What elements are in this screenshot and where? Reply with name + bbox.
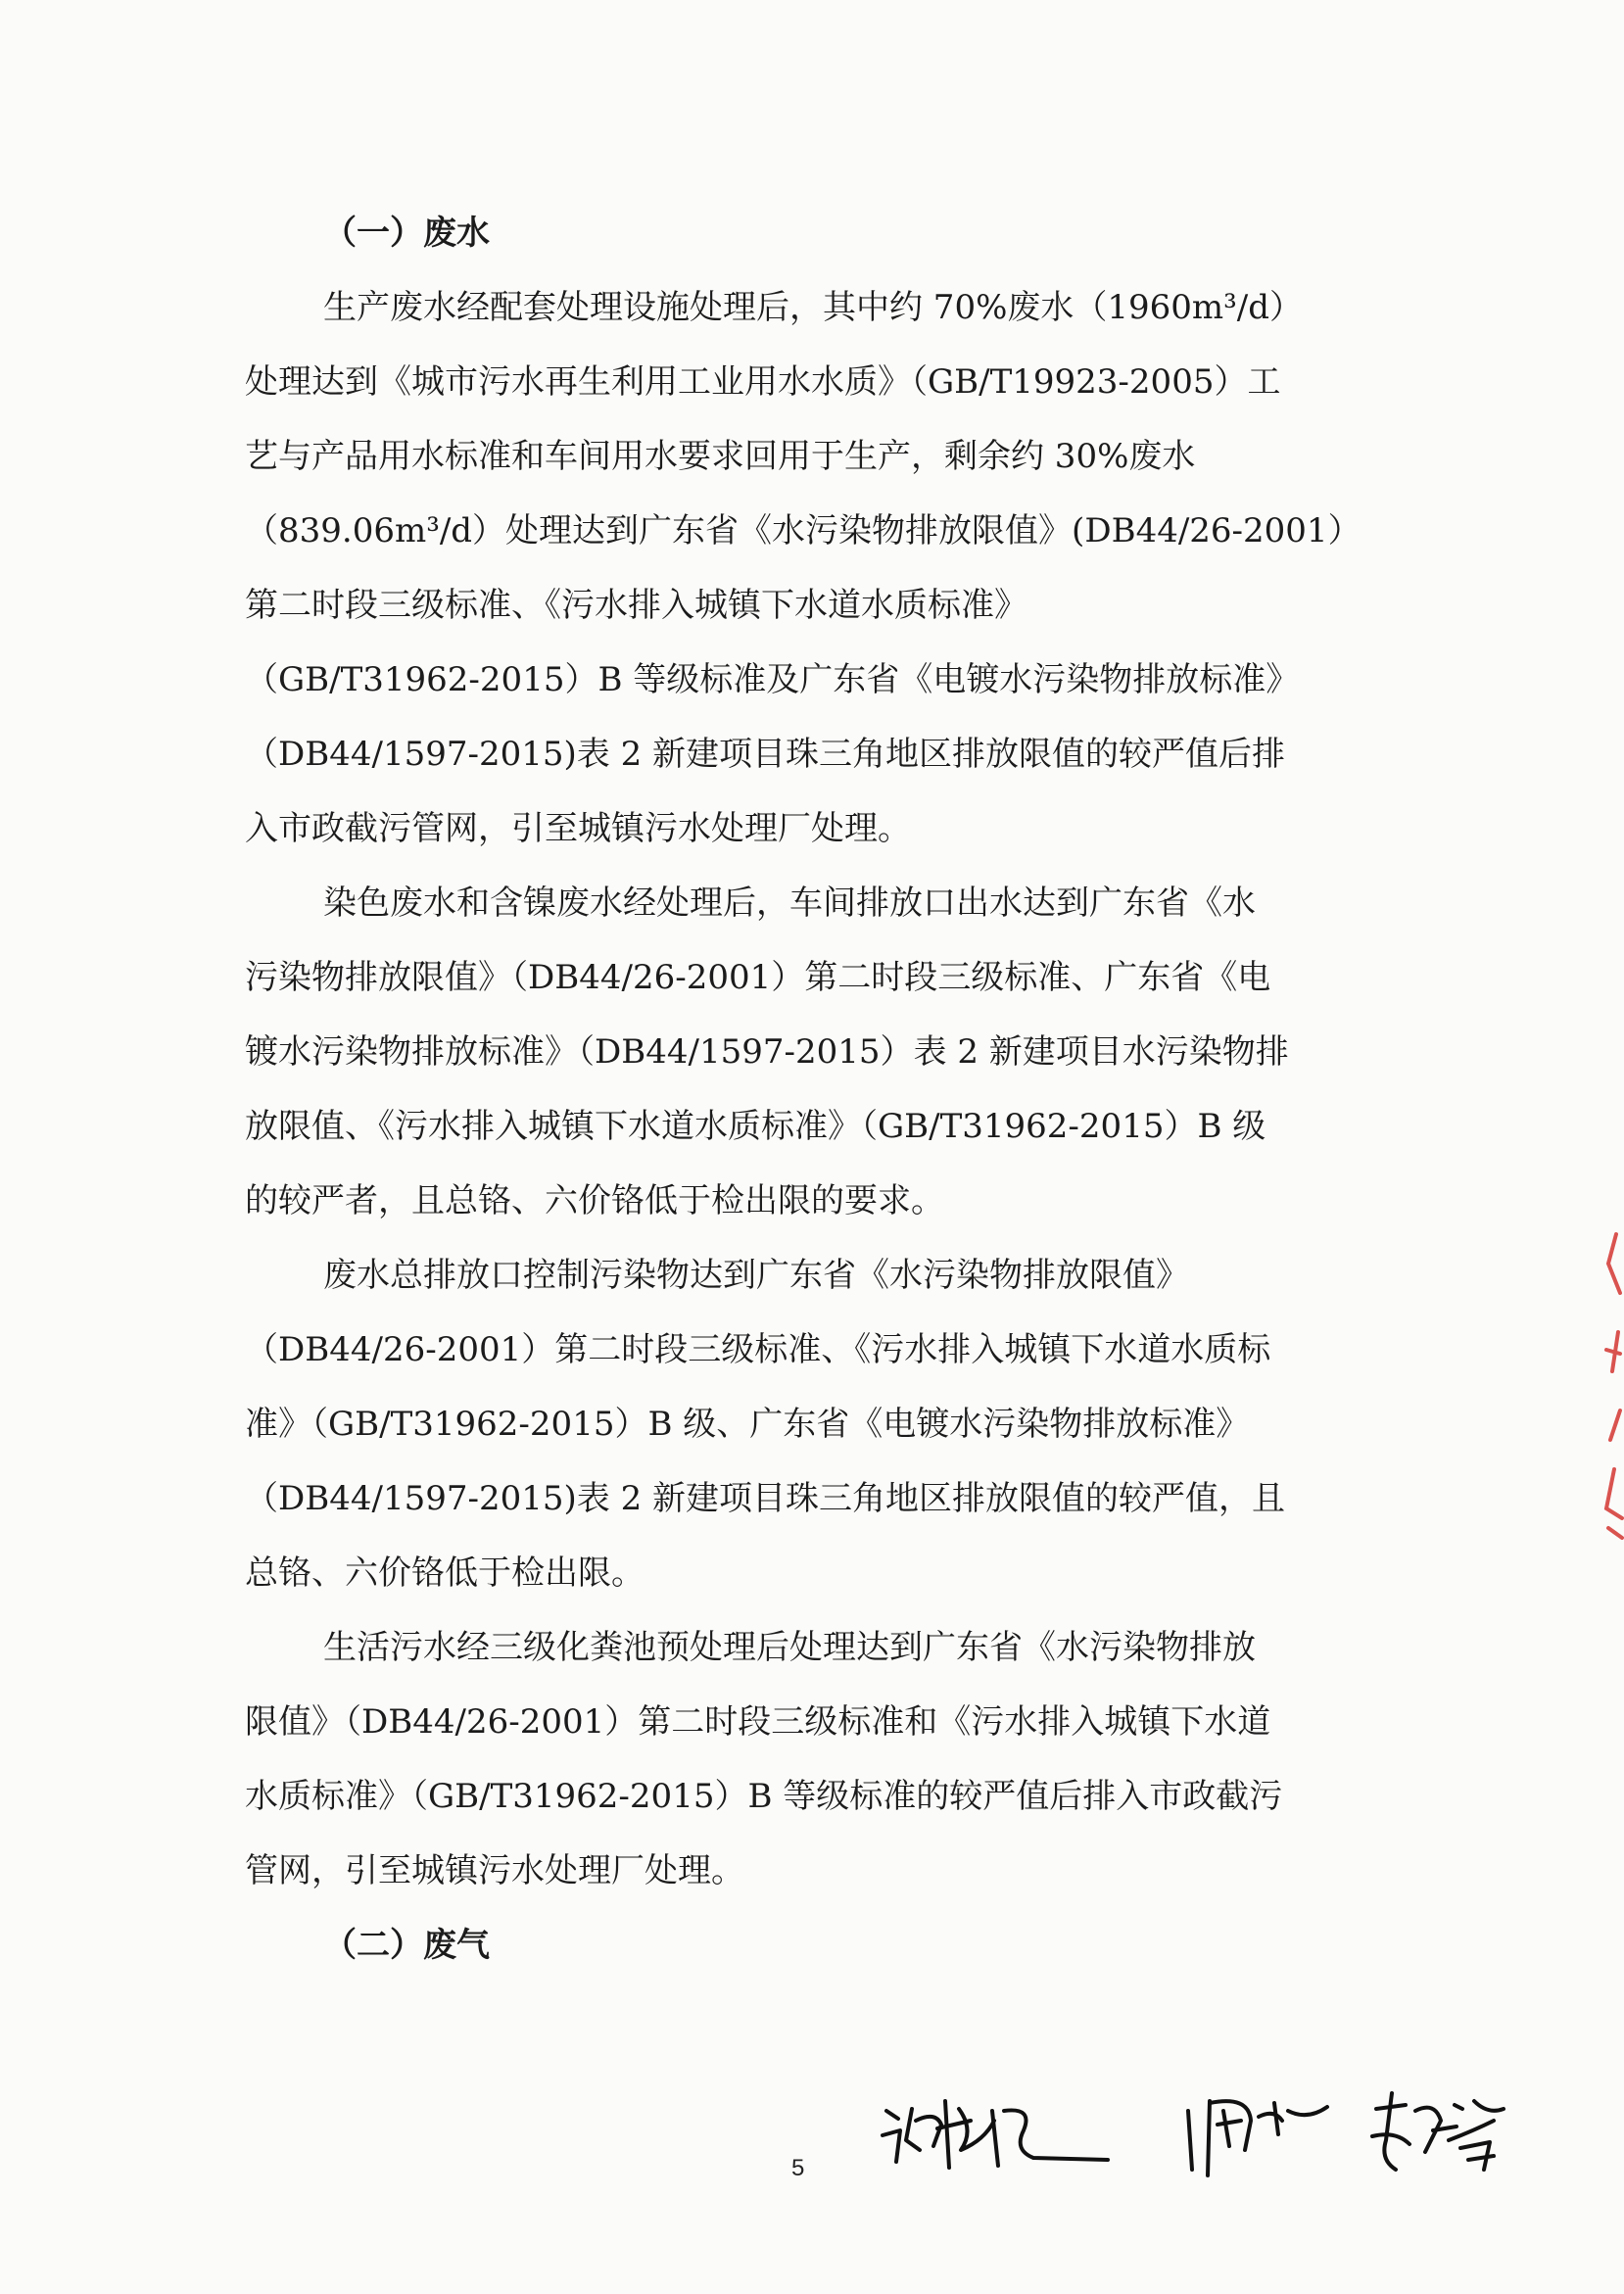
paragraph-line: 准》（GB/T31962-2015）B 级、广东省《电镀水污染物排放标准》 bbox=[245, 1405, 1250, 1444]
paragraph-line: 总铬、六价铬低于检出限。 bbox=[245, 1553, 645, 1593]
paragraph-line: 镀水污染物排放标准》（DB44/1597-2015）表 2 新建项目水污染物排 bbox=[245, 1032, 1289, 1072]
paragraph-line: （DB44/1597-2015)表 2 新建项目珠三角地区排放限值的较严值，且 bbox=[245, 1479, 1286, 1518]
paragraph-line: 污染物排放限值》（DB44/26-2001）第二时段三级标准、广东省《电 bbox=[245, 958, 1271, 997]
paragraph-line: 第二时段三级标准、《污水排入城镇下水道水质标准》 bbox=[245, 586, 1027, 625]
paragraph-line: 生产废水经配套处理设施处理后，其中约 70%废水（1960m³/d） bbox=[323, 288, 1303, 327]
paragraph-line: （839.06m³/d）处理达到广东省《水污染物排放限值》(DB44/26-2001） bbox=[245, 511, 1361, 550]
paragraph-line: 废水总排放口控制污染物达到广东省《水污染物排放限值》 bbox=[323, 1256, 1189, 1295]
signature-3 bbox=[1366, 2081, 1513, 2189]
paragraph-line: （GB/T31962-2015）B 等级标准及广东省《电镀水污染物排放标准》 bbox=[245, 660, 1300, 699]
paragraph-line: 的较严者，且总铬、六价铬低于检出限的要求。 bbox=[245, 1181, 944, 1220]
section-heading-wastewater: （一）废水 bbox=[323, 214, 490, 253]
paragraph-line: 管网，引至城镇污水处理厂处理。 bbox=[245, 1851, 744, 1890]
paragraph-line: 放限值、《污水排入城镇下水道水质标准》（GB/T31962-2015）B 级 bbox=[245, 1107, 1266, 1146]
signature-1 bbox=[877, 2081, 1122, 2189]
paragraph-line: 限值》（DB44/26-2001）第二时段三级标准和《污水排入城镇下水道 bbox=[245, 1702, 1271, 1742]
paragraph-line: （DB44/1597-2015)表 2 新建项目珠三角地区排放限值的较严值后排 bbox=[245, 735, 1286, 774]
section-heading-exhaust-gas: （二）废气 bbox=[323, 1926, 490, 1965]
red-seal-stamp-fragment bbox=[1599, 1224, 1624, 1548]
signature-2 bbox=[1180, 2081, 1337, 2189]
paragraph-line: 水质标准》（GB/T31962-2015）B 等级标准的较严值后排入市政截污 bbox=[245, 1777, 1283, 1816]
paragraph-line: 入市政截污管网，引至城镇污水处理厂处理。 bbox=[245, 809, 911, 848]
paragraph-line: 处理达到《城市污水再生利用工业用水水质》（GB/T19923-2005）工 bbox=[245, 362, 1281, 402]
paragraph-line: （DB44/26-2001）第二时段三级标准、《污水排入城镇下水道水质标 bbox=[245, 1330, 1271, 1369]
paragraph-line: 生活污水经三级化粪池预处理后处理达到广东省《水污染物排放 bbox=[323, 1628, 1256, 1667]
paragraph-line: 艺与产品用水标准和车间用水要求回用于生产，剩余约 30%废水 bbox=[245, 437, 1196, 476]
page-number: 5 bbox=[791, 2155, 805, 2181]
paragraph-line: 染色废水和含镍废水经处理后，车间排放口出水达到广东省《水 bbox=[323, 884, 1256, 923]
